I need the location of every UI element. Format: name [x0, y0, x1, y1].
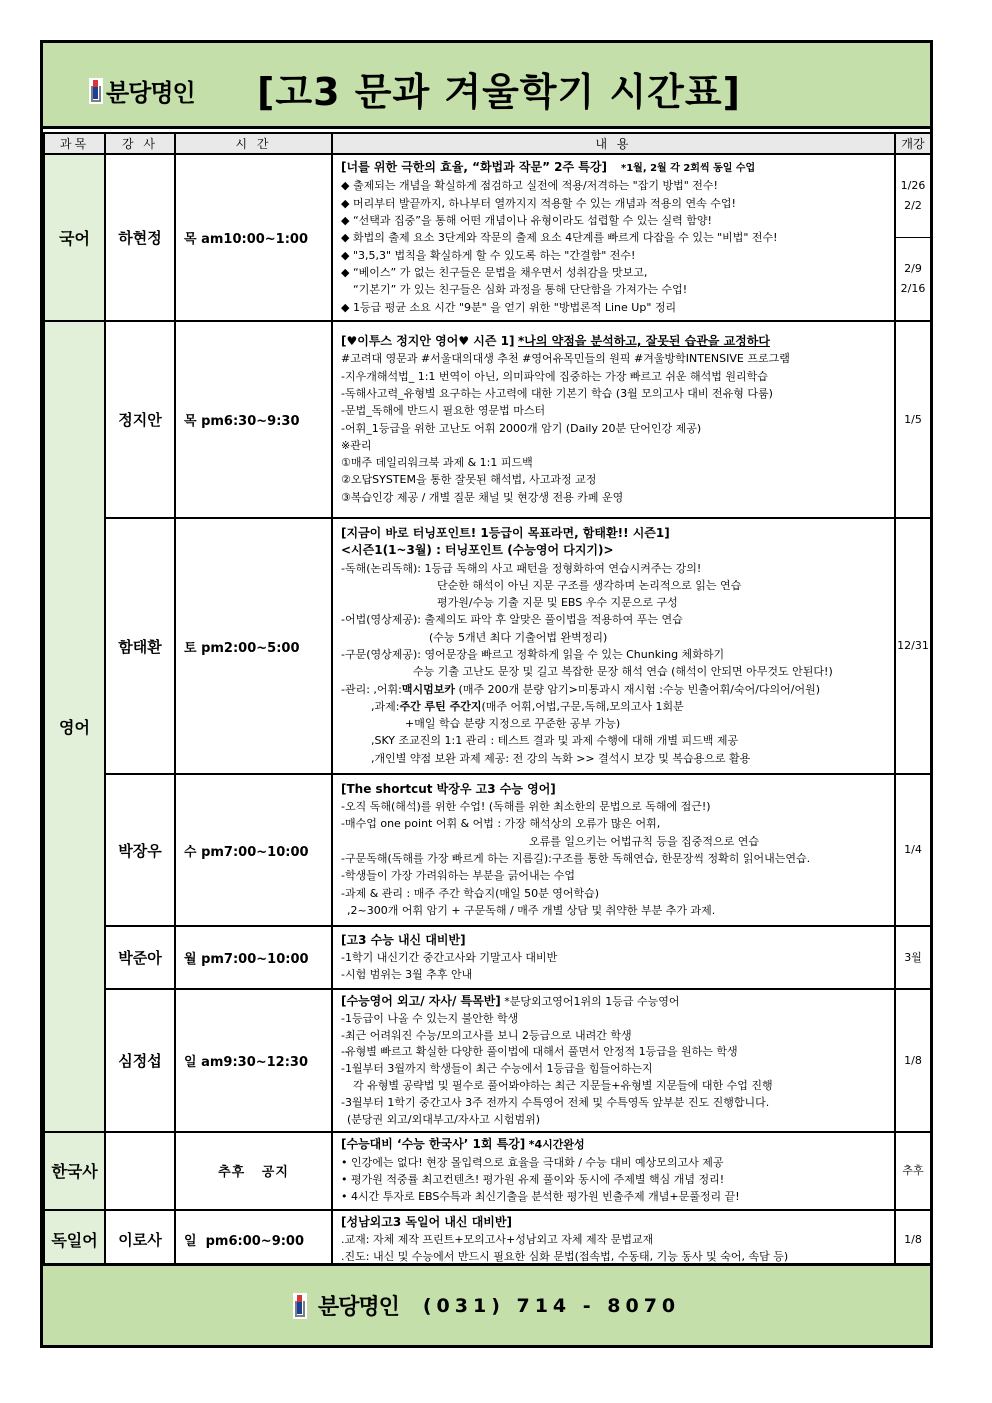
content-line: ,2~300개 어휘 암기 + 구문독해 / 매주 개별 상담 및 취약한 부분 추가 과제. — [347, 903, 716, 917]
start-date: 3월 — [895, 926, 931, 989]
column-header-subject: 과목 — [44, 133, 105, 154]
table-row — [44, 154, 931, 321]
table-row — [44, 774, 931, 926]
content-line: 평가원/수능 기출 지문 및 EBS 우수 지문으로 구성 — [437, 596, 678, 610]
course-note: *1월, 2월 각 2회씩 동일 수업 — [620, 163, 756, 175]
content-line: ◆ “베이스” 가 없는 친구들은 문법을 채우면서 성취감을 맛보고, — [341, 265, 648, 279]
course-title: [The shortcut 박장우 고3 수능 영어] — [341, 781, 556, 796]
subject-cell: 독일어 — [44, 1210, 105, 1270]
content-cell — [332, 1132, 895, 1209]
content-line: -시험 범위는 3월 추후 안내 — [341, 968, 473, 982]
content-line: ②오답SYSTEM을 통한 잘못된 해석법, 사고과정 교정 — [341, 473, 597, 487]
table-row — [44, 1132, 931, 1209]
contact-phone: (031) 714 - 8070 — [422, 1294, 681, 1317]
content-line: (수능 5개년 최다 기출어법 완벽정리) — [429, 630, 608, 644]
content-cell — [332, 926, 895, 989]
content-line: 오류를 일으키는 어법규칙 등을 집중적으로 연습 — [529, 834, 760, 848]
time-cell: 추후 공지 — [175, 1132, 332, 1209]
content-line: .진도: 내신 및 수능에서 반드시 필요한 심화 문법(접속법, 수동태, 기능 동사 및 숙어, 속담 등) — [341, 1250, 789, 1264]
content-line: -독해사고력_유형별 요구하는 사고력에 대한 기본기 학습 (3월 모의고사 대비 전유형 다룸) — [341, 386, 773, 400]
content-line: -독해(논리독해): 1등급 독해의 사고 패턴을 정형화하여 연습시켜주는 강의! — [341, 561, 702, 575]
course-subtitle: <시즌1(1~3월) : 터닝포인트 (수능영어 다지기)> — [341, 543, 614, 558]
content-line: ◆ 출제되는 개념을 확실하게 점검하고 실전에 적용/저격하는 "잡기 방법" 전수! — [341, 179, 718, 193]
content-line: -유형별 빠르고 확실한 다양한 풀이법에 대해서 풀면서 안정적 1등급을 원하는 학생 — [341, 1045, 738, 1059]
content-line: -문법_독해에 반드시 필요한 영문법 마스터 — [341, 404, 546, 418]
content-line: -최근 어려워진 수능/모의고사를 보니 2등급으로 내려간 학생 — [341, 1028, 632, 1042]
content-line: ①매주 데일리워크북 과제 & 1:1 피드백 — [341, 456, 533, 470]
content-line: -1월부터 3월까지 학생들이 최근 수능에서 1등급을 힘들어하는지 — [341, 1062, 653, 1076]
page-header — [43, 43, 930, 129]
content-line: ,SKY 조교진의 1:1 관리 : 테스트 결과 및 과제 수행에 대해 개별 피드백 제공 — [371, 734, 739, 748]
timetable-page — [40, 40, 933, 1348]
content-line: ※관리 — [341, 438, 372, 452]
time-cell: 일 am9:30~12:30 — [175, 989, 332, 1132]
start-date: 1/26 — [900, 179, 926, 192]
content-line: 각 유형별 공략법 및 필수로 풀어봐야하는 최근 지문들+유형별 지문들에 대한 수업 진행 — [353, 1078, 773, 1092]
column-header-time: 시 간 — [175, 133, 332, 154]
column-header-teacher: 강 사 — [105, 133, 175, 154]
subject-cell: 국어 — [44, 154, 105, 321]
content-line: #고려대 영문과 #서울대의대생 추천 #영어유목민들의 원픽 #겨울방학INTENSIVE 프로그램 — [341, 352, 790, 366]
start-date: 2/9 — [904, 262, 922, 275]
content-line: ,개인별 약점 보완 과제 제공: 전 강의 녹화 >> 결석시 보강 및 복습용으로 활용 — [371, 751, 751, 765]
brand-logo — [89, 73, 195, 108]
content-cell — [332, 518, 895, 774]
time-cell: 목 am10:00~1:00 — [175, 154, 332, 321]
start-date: 12/31 — [895, 518, 931, 774]
content-cell — [332, 154, 895, 321]
content-line: .교재: 자체 제작 프린트+모의고사+성남외고 자체 제작 문법교재 — [341, 1232, 654, 1246]
subject-cell: 영어 — [44, 321, 105, 1132]
page-title: [고3 문과 겨울학기 시간표] — [257, 70, 741, 114]
content-line: ◆ 화법의 출제 요소 3단계와 작문의 출제 요소 4단계를 빠르게 다잡을 수 있는 "비법" 전수! — [341, 231, 778, 245]
teacher-cell: 심정섭 — [105, 989, 175, 1132]
content-cell — [332, 321, 895, 518]
time-cell: 목 pm6:30~9:30 — [175, 321, 332, 518]
content-line: 단순한 해석이 아닌 지문 구조를 생각하며 논리적으로 읽는 연습 — [437, 578, 742, 592]
content-line: • 평가원 적중률 최고컨텐츠! 평가원 유제 풀이와 동시에 주제별 핵심 개념 정리! — [341, 1172, 725, 1186]
teacher-cell: 박장우 — [105, 774, 175, 926]
brand-logo-icon — [89, 78, 103, 104]
content-line: -어휘_1등급을 위한 고난도 어휘 2000개 암기 (Daily 20분 단어인강 제공) — [341, 421, 702, 435]
course-title: [수능영어 외고/ 자사/ 특목반] — [341, 994, 501, 1008]
course-title: [고3 수능 내신 대비반] — [341, 932, 466, 947]
start-date: 1/8 — [895, 989, 931, 1132]
course-title: [지금이 바로 터닝포인트! 1등급이 목표라면, 함태환!! 시즌1] — [341, 525, 670, 540]
table-row — [44, 321, 931, 518]
content-line: -매수업 one point 어휘 & 어법 : 가장 해석상의 오류가 많은 어휘, — [341, 817, 661, 831]
column-header-start-date: 개강 — [895, 133, 931, 154]
content-line: -관리: ,어휘:맥시멈보카 (매주 200개 분량 암기>미통과시 재시험 :수능 빈출어휘/숙어/다의어/어원) — [341, 682, 821, 696]
content-line: -구문(영상제공): 영어문장을 빠르고 정확하게 읽을 수 있는 Chunking 체화하기 — [341, 648, 725, 661]
content-line: ,과제:주간 루틴 주간지(매주 어휘,어법,구문,독해,모의고사 1회분 — [371, 699, 684, 713]
time-cell: 토 pm2:00~5:00 — [175, 518, 332, 774]
course-title: [성남외고3 독일어 내신 대비반] — [341, 1214, 512, 1229]
content-line: (분당권 외고/외대부고/자사고 시험범위) — [347, 1112, 541, 1126]
content-line: -1학기 내신기간 중간고사와 기말고사 대비반 — [341, 950, 558, 964]
column-header-content: 내 용 — [332, 133, 895, 154]
table-row — [44, 1210, 931, 1270]
subject-cell: 한국사 — [44, 1132, 105, 1209]
brand-name: 분당명인 — [106, 79, 195, 107]
content-line: -구문독해(독해를 가장 빠르게 하는 지름길):구조를 통한 독해연습, 한문장씩 정확히 읽어내는연습. — [341, 852, 811, 865]
teacher-cell: 함태환 — [105, 518, 175, 774]
start-date: 추후 — [895, 1132, 931, 1209]
teacher-cell: 박준아 — [105, 926, 175, 989]
content-line: • 4시간 투자로 EBS수특과 최신기출을 분석한 평가원 빈출주제 개념+문풀정리 끝! — [341, 1190, 740, 1204]
content-line: +매일 학습 분량 지정으로 꾸준한 공부 가능) — [405, 717, 621, 731]
content-line: ◆ 1등급 평균 소요 시간 "9분" 을 얻기 위한 "방법론적 Line Up" 정리 — [341, 300, 677, 314]
column-headers — [44, 133, 931, 154]
course-subtitle: *나의 약점을 분석하고, 잘못된 습관을 교정하다 — [517, 334, 770, 349]
course-title: [♥이투스 정지안 영어♥ 시즌 1] — [341, 334, 515, 349]
content-line: -1등급이 나올 수 있는지 불안한 학생 — [341, 1011, 519, 1025]
course-title: [수능대비 ‘수능 한국사’ 1회 특강] — [341, 1137, 526, 1152]
teacher-cell: 정지안 — [105, 321, 175, 518]
brand-logo-icon — [293, 1293, 307, 1319]
footer-brand-name: 분당명인 — [317, 1295, 399, 1320]
start-date-cell — [895, 154, 931, 321]
start-date: 2/2 — [904, 199, 922, 212]
content-line: -오직 독해(해석)를 위한 수업! (독해를 위한 최소한의 문법으로 독해에 접근!) — [341, 800, 711, 814]
course-title: [너를 위한 극한의 효율, “화법과 작문” 2주 특강] — [341, 160, 607, 175]
content-cell — [332, 774, 895, 926]
content-line: ◆ "3,5,3" 법칙을 확실하게 할 수 있도록 하는 "간결함" 전수! — [341, 248, 636, 262]
page-footer — [43, 1263, 930, 1345]
time-cell: 일 pm6:00~9:00 — [175, 1210, 332, 1270]
content-line: -3월부터 1학기 중간고사 3주 전까지 수특영어 전체 및 수특영독 앞부분 진도 진행합니다. — [341, 1095, 770, 1109]
start-date: 1/4 — [895, 774, 931, 926]
content-line: 수능 기출 고난도 문장 및 길고 복잡한 문장 해석 연습 (해석이 안되면 아무것도 안된다!) — [413, 665, 833, 679]
content-line: ③복습인강 제공 / 개별 질문 채널 및 현강생 전용 카페 운영 — [341, 490, 624, 504]
content-line: -학생들이 가장 가려워하는 부분을 긁어내는 수업 — [341, 869, 575, 883]
table-row — [44, 989, 931, 1132]
course-note: *4시간완성 — [528, 1138, 585, 1152]
course-note: *분당외고영어1위의 1등급 수능영어 — [504, 995, 680, 1008]
time-cell: 월 pm7:00~10:00 — [175, 926, 332, 989]
timetable — [43, 132, 932, 1270]
content-cell — [332, 989, 895, 1132]
table-row — [44, 926, 931, 989]
content-line: • 인강에는 없다! 현장 몰입력으로 효율을 극대화 / 수능 대비 예상모의고사 제공 — [341, 1155, 724, 1169]
table-row — [44, 518, 931, 774]
start-date: 2/16 — [900, 282, 926, 295]
teacher-cell — [105, 1132, 175, 1209]
content-line: -지우개해석법_ 1:1 번역이 아닌, 의미파악에 집중하는 가장 빠르고 쉬운 해석법 원리학습 — [341, 369, 768, 383]
content-line: -과제 & 관리 : 매주 주간 학습지(매일 50분 영어학습) — [341, 886, 600, 900]
teacher-cell: 이로사 — [105, 1210, 175, 1270]
content-line: ◆ 머리부터 발끝까지, 하나부터 열까지지 적용할 수 있는 개념과 적용의 연속 수업! — [341, 196, 736, 210]
content-cell — [332, 1210, 895, 1270]
start-date: 1/5 — [895, 321, 931, 518]
content-line: “기본기” 가 있는 친구들은 심화 과정을 통해 단단함을 가져가는 수업! — [353, 283, 688, 297]
start-date: 1/8 — [895, 1210, 931, 1270]
content-line: ◆ “선택과 집중”을 통해 어떤 개념이나 유형이라도 섭렵할 수 있는 실력 함양! — [341, 214, 712, 228]
teacher-cell: 하현정 — [105, 154, 175, 321]
content-line: -어법(영상제공): 출제의도 파악 후 알맞은 풀이법을 적용하여 푸는 연습 — [341, 613, 683, 627]
time-cell: 수 pm7:00~10:00 — [175, 774, 332, 926]
